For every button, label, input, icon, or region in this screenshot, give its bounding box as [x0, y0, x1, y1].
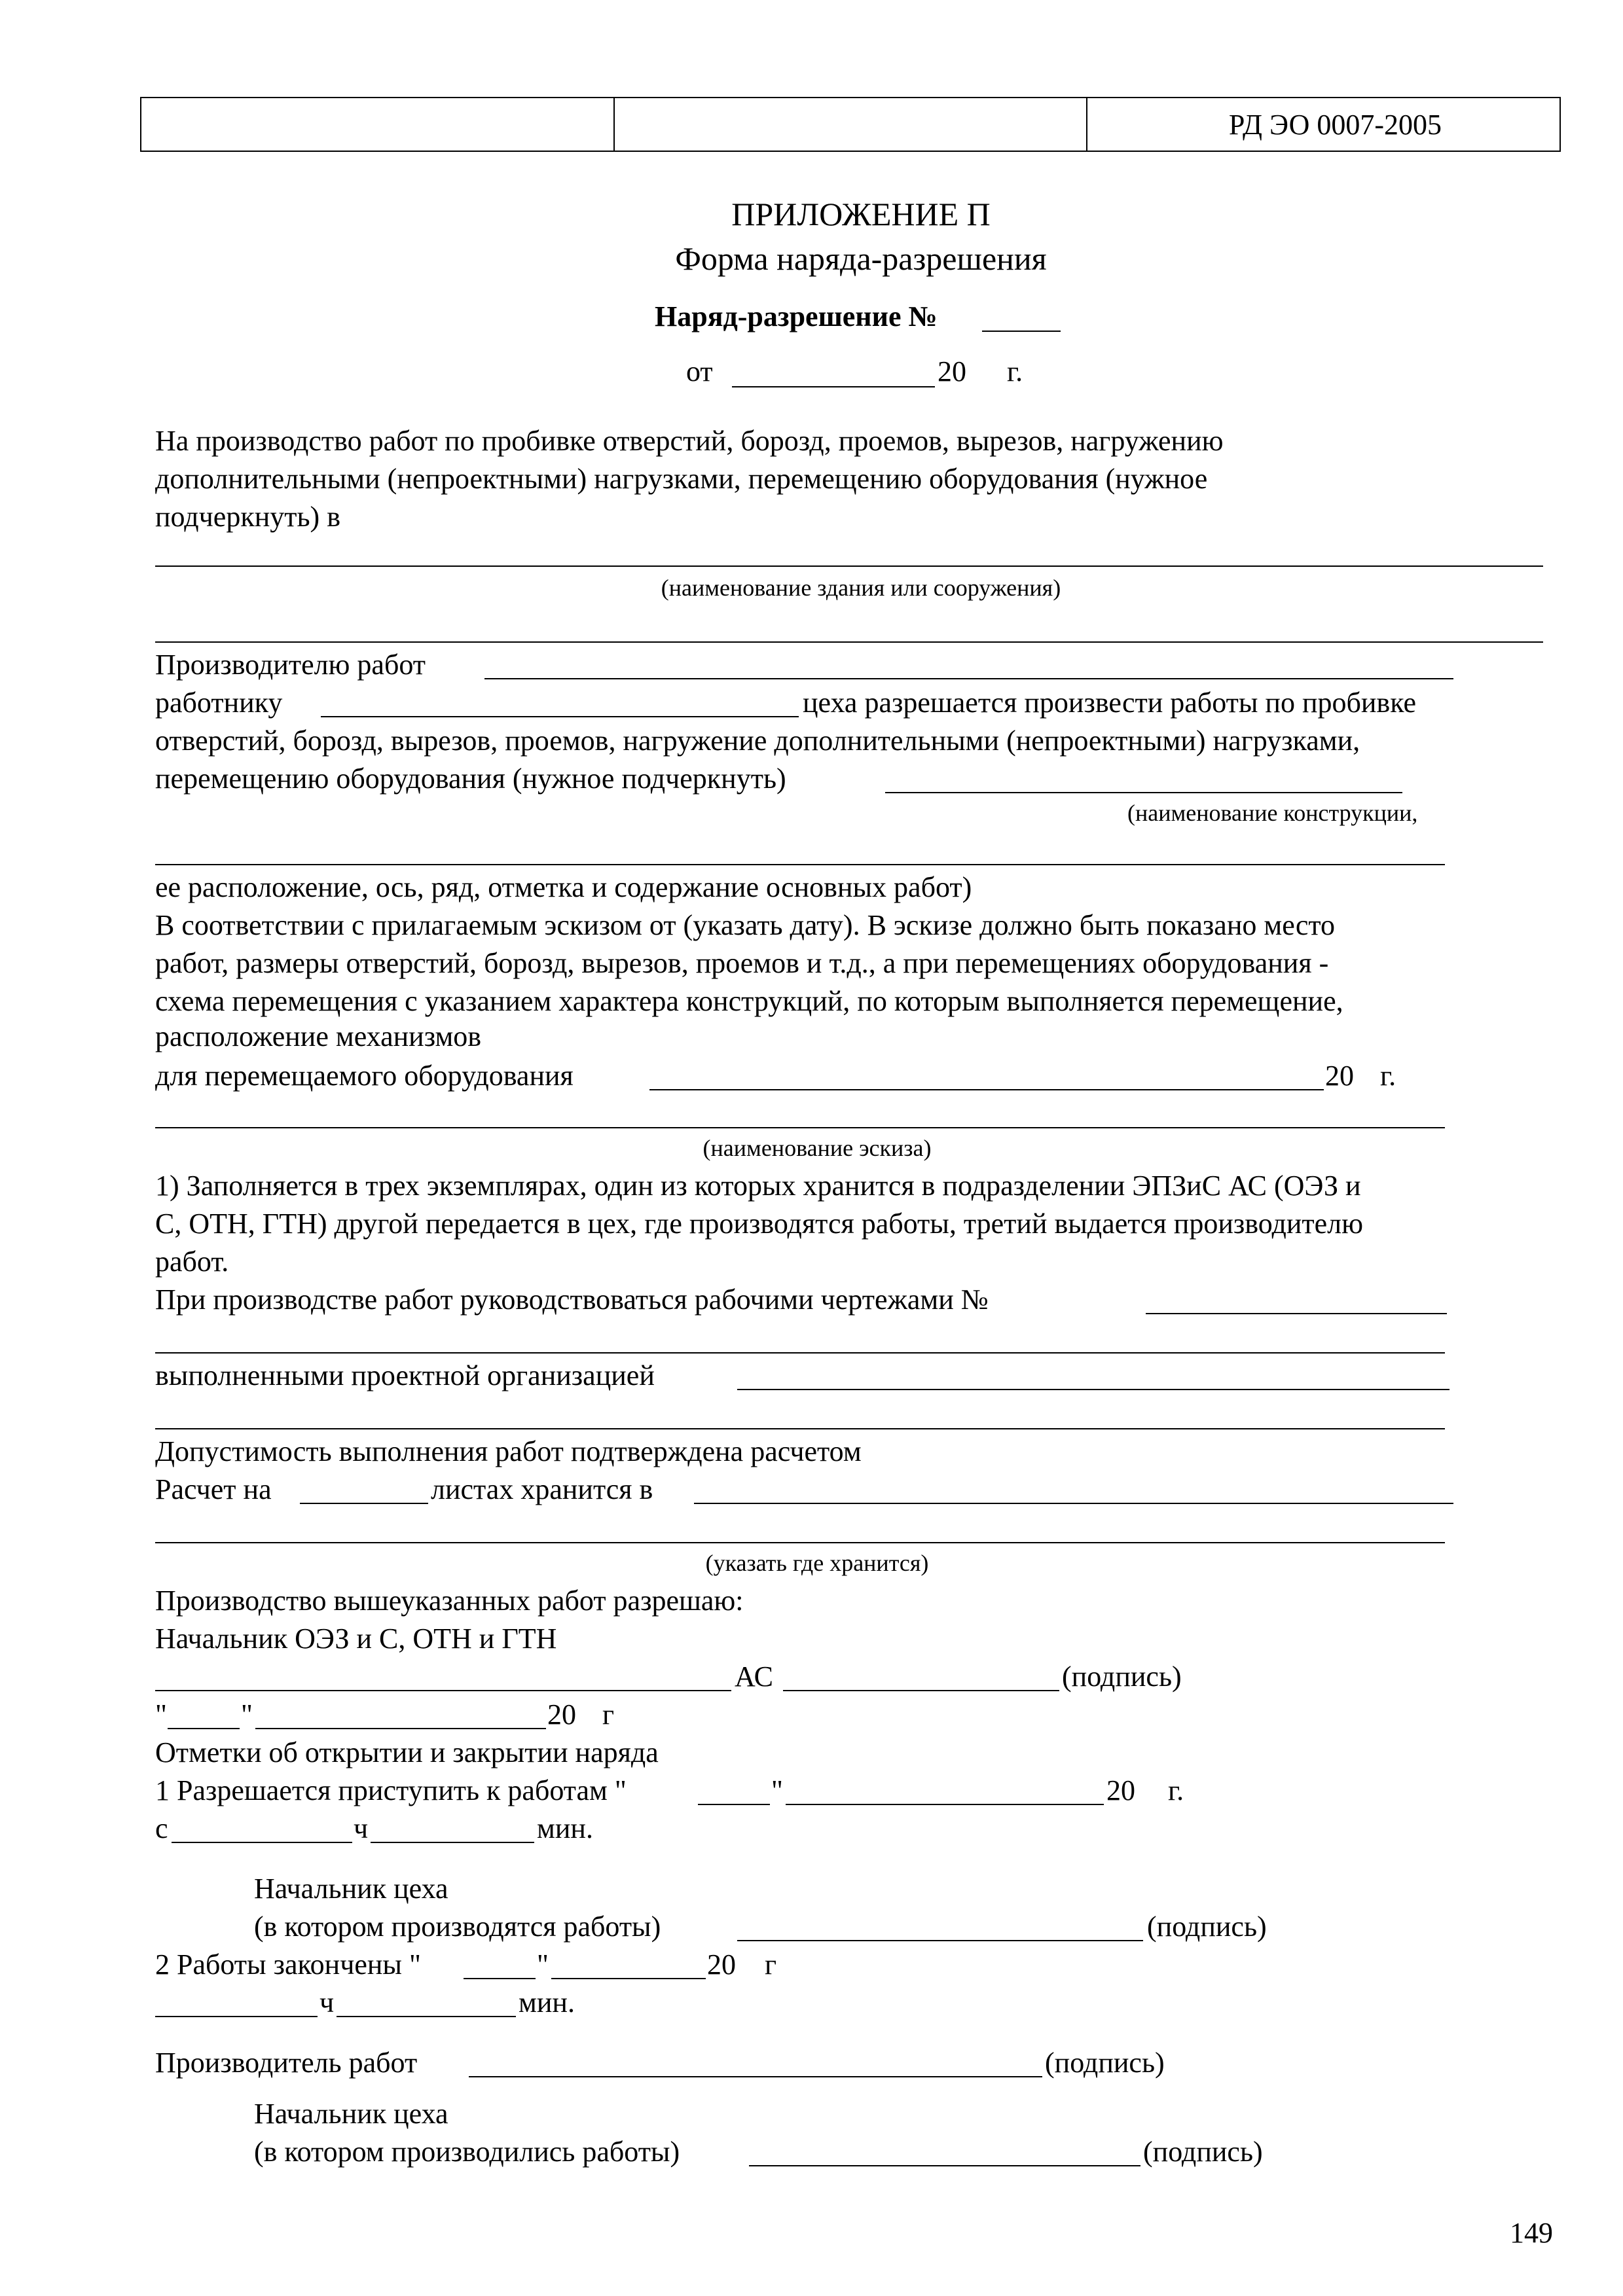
finished-label: 2 Работы закончены " [155, 1948, 421, 1981]
allowed-label: 1 Разрешается приступить к работам " [155, 1774, 627, 1806]
works-line-2: перемещению оборудования (нужное подчеркнуть) [155, 762, 786, 795]
marks-heading: Отметки об открытии и закрытии наряда [155, 1736, 659, 1768]
chief-date-quote-close: " [241, 1698, 253, 1731]
drawings-line [1146, 1313, 1447, 1314]
caption-sketch: (наименование эскиза) [702, 1135, 932, 1161]
location-line: ее расположение, ось, ряд, отметка и содержание основных работ) [155, 871, 972, 903]
shop-where-label-2: (в котором производились работы) [254, 2136, 680, 2168]
document-code: РД ЭО 0007-2005 [1228, 108, 1442, 141]
header-cell-2 [615, 98, 1088, 151]
allowed-hour-line [172, 1842, 352, 1843]
chief-day-line [168, 1728, 240, 1729]
worker-line [321, 716, 799, 717]
calc-confirmed: Допустимость выполнения работ подтверждена расчетом [155, 1435, 862, 1467]
sketch-date-line [649, 1089, 1324, 1090]
finished-min-label: мин. [519, 1986, 575, 2018]
producer-sign-label: Производитель работ [155, 2047, 418, 2079]
sketch-year-20: 20 [1325, 1060, 1354, 1092]
allowed-year-g: г. [1168, 1774, 1184, 1806]
note-line-3: работ. [155, 1246, 229, 1278]
allowed-day-line [698, 1804, 770, 1805]
shop-chief-sign-line-2 [749, 2165, 1140, 2166]
chief-sign-label: (подпись) [1062, 1660, 1182, 1693]
finished-year-g: г [765, 1948, 777, 1981]
caption-construction: (наименование конструкции, [1127, 800, 1418, 826]
header-table [140, 97, 1561, 152]
producer-sign-line [469, 2076, 1042, 2077]
producer-sign-text: (подпись) [1045, 2047, 1165, 2079]
form-title: Форма наряда-разрешения [675, 240, 1047, 277]
allowed-from-label: с [155, 1812, 168, 1844]
calc-sheets-line [300, 1503, 428, 1504]
allowed-min-label: мин. [537, 1812, 593, 1844]
drawings-label: При производстве работ руководствоваться рабочими чертежами № [155, 1283, 989, 1316]
finished-hour-label: ч [319, 1986, 335, 2018]
building-line-2 [155, 641, 1543, 643]
calc-sheets-label: листах хранится в [431, 1473, 653, 1505]
note-line-1: 1) Заполняется в трех экземплярах, один из которых хранится в подразделении ЭПЗиС АС (ОЭЗ и [155, 1170, 1361, 1202]
caption-building: (наименование здания или сооружения) [661, 575, 1061, 601]
date-from-label: от [686, 355, 713, 387]
shop-chief-label: Начальник цеха [254, 1873, 448, 1905]
allowed-year-20: 20 [1106, 1774, 1135, 1806]
shop-where-label: (в котором производятся работы) [254, 1910, 661, 1943]
drawings-line-2 [155, 1352, 1445, 1354]
producer-label: Производителю работ [155, 649, 426, 681]
construction-line-2 [155, 864, 1445, 865]
calc-stored-line-2 [155, 1542, 1445, 1543]
chief-date-quote-open: " [155, 1698, 167, 1731]
sketch-line-2: работ, размеры отверстий, борозд, вырезов, проемов и т.д., а при перемещениях оборудования - [155, 947, 1329, 979]
shop-chief-sign-label: (подпись) [1147, 1910, 1267, 1943]
appendix-title: ПРИЛОЖЕНИЕ П [731, 196, 991, 232]
construction-line [885, 792, 1402, 793]
permit-number-line [982, 331, 1061, 332]
allowed-month-line [786, 1804, 1104, 1805]
date-year-20: 20 [938, 355, 966, 387]
finished-quote-close: " [537, 1948, 549, 1981]
date-line [732, 386, 935, 387]
chief-year-g: г [602, 1698, 615, 1731]
date-year-g: г. [1007, 355, 1023, 387]
calc-stored-line [694, 1503, 1453, 1504]
permit-number-label: Наряд-разрешение № [655, 300, 938, 332]
page-number: 149 [1510, 2217, 1553, 2249]
sketch-line-3: схема перемещения с указанием характера конструкций, по которым выполняется перемещение, [155, 985, 1343, 1017]
chief-name-line [155, 1690, 731, 1691]
producer-line [484, 678, 1453, 679]
shop-chief-sign-line [737, 1940, 1143, 1941]
calc-on-label: Расчет на [155, 1473, 272, 1505]
chief-month-line [255, 1728, 546, 1729]
header-cell-1 [141, 98, 615, 151]
allowed-min-line [371, 1842, 534, 1843]
intro-line-1: На производство работ по пробивке отверстий, борозд, проемов, вырезов, нагружению [155, 425, 1224, 457]
sketch-line-4: расположение механизмов [155, 1020, 482, 1052]
works-line-1: отверстий, борозд, вырезов, проемов, нагружение дополнительными (непроектными) нагрузками, [155, 725, 1360, 757]
finished-day-line [464, 1978, 536, 1979]
note-line-2: С, ОТН, ГТН) другой передается в цех, где производятся работы, третий выдается производителю [155, 1208, 1363, 1240]
intro-line-3: подчеркнуть) в [155, 501, 340, 533]
sketch-line-5: для перемещаемого оборудования [155, 1060, 574, 1092]
shop-chief-label-2: Начальник цеха [254, 2098, 448, 2130]
design-org-line-2 [155, 1428, 1445, 1429]
sketch-year-g: г. [1380, 1060, 1396, 1092]
chief-as: АС [735, 1660, 773, 1693]
finished-month-line [551, 1978, 706, 1979]
chief-label: Начальник ОЭЗ и С, ОТН и ГТН [155, 1623, 557, 1655]
finished-year-20: 20 [707, 1948, 736, 1981]
caption-stored: (указать где хранится) [705, 1550, 929, 1576]
intro-line-2: дополнительными (непроектными) нагрузками, перемещению оборудования (нужное [155, 463, 1208, 495]
finished-hour-line [155, 2016, 318, 2017]
allowed-hour-label: ч [354, 1812, 369, 1844]
building-line [155, 565, 1543, 567]
chief-sign-line [783, 1690, 1059, 1691]
allowed-quote-close: " [771, 1774, 783, 1806]
worker-text: цеха разрешается произвести работы по пробивке [803, 687, 1417, 719]
worker-label: работнику [155, 687, 283, 719]
design-org-line [737, 1389, 1450, 1390]
sketch-line-1: В соответствии с прилагаемым эскизом от (указать дату). В эскизе должно быть показано место [155, 909, 1336, 941]
finished-min-line [337, 2016, 516, 2017]
chief-year-20: 20 [547, 1698, 576, 1731]
design-org-label: выполненными проектной организацией [155, 1359, 655, 1391]
sketch-name-line [155, 1127, 1445, 1128]
permit-by-label: Производство вышеуказанных работ разрешаю: [155, 1585, 744, 1617]
shop-chief-sign-label-2: (подпись) [1143, 2136, 1263, 2168]
